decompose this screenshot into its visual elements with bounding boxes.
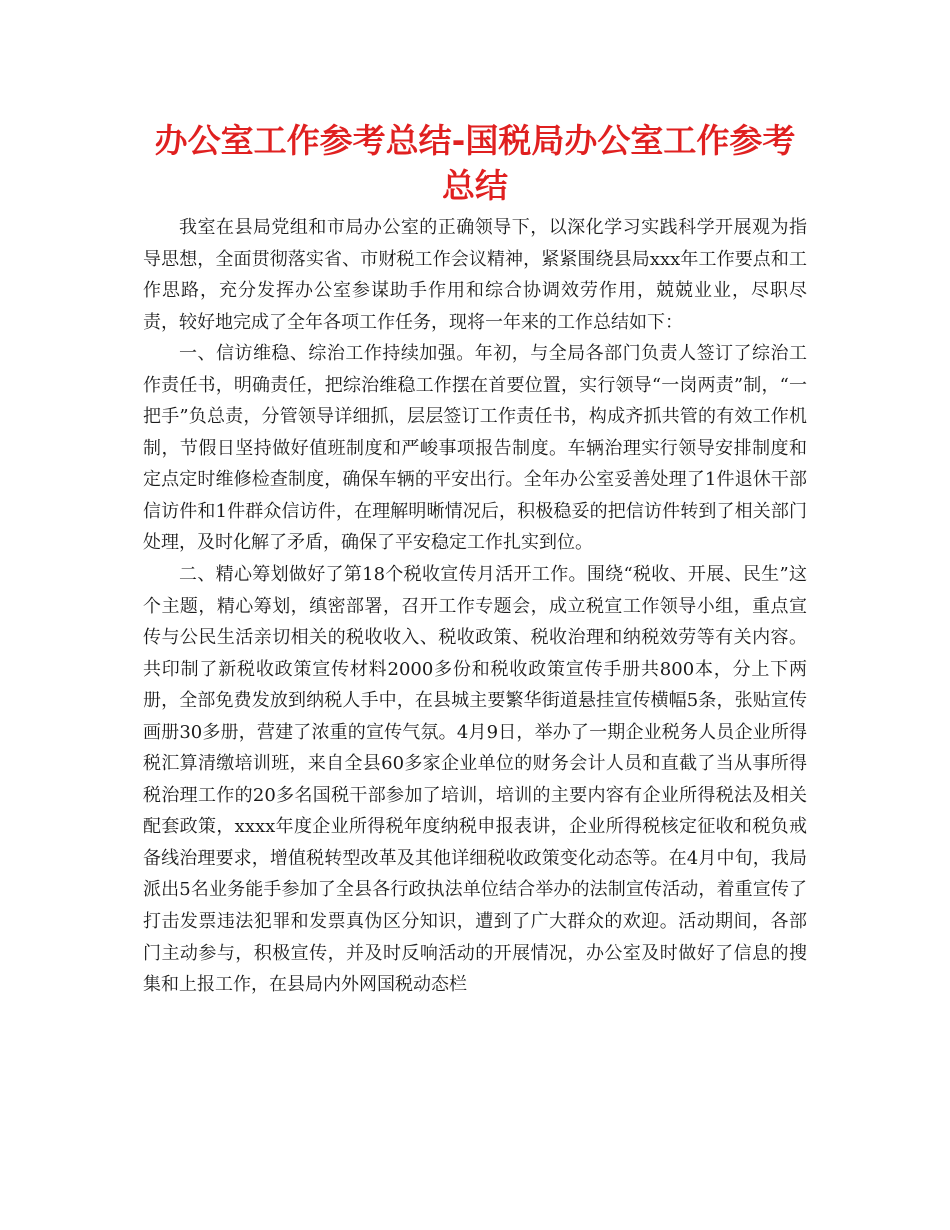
document-body: [143, 212, 807, 1001]
paragraph-section-2: 二、精心筹划做好了第18个税收宣传月活开工作。围绕“税收、开展、民生”这个主题，精心筹划，缜密部署，召开工作专题会，成立税宣工作领导小组，重点宣传与公民生活亲切相关的税收收入、税收政策、税收治理和纳税效劳等有关内容。共印制了新税收政策宣传材料2000多份和税收政策宣传手册共800本，分上下两册，全部免费发放到纳税人手中，在县城主要繁华街道悬挂宣传横幅5条，张贴宣传画册30多册，营建了浓重的宣传气氛。4月9日，举办了一期企业税务人员企业所得税汇算清缴培训班，来自全县60多家企业单位的财务会计人员和直截了当从事所得税治理工作的20多名国税干部参加了培训，培训的主要内容有企业所得税法及相关配套政策，xxxx年度企业所得税年度纳税申报表讲，企业所得税核定征收和税负戒备线治理要求，增值税转型改革及其他详细税收政策变化动态等。在4月中旬，我局派出5名业务能手参加了全县各行政执法单位结合举办的法制宣传活动，着重宣传了打击发票违法犯罪和发票真伪区分知识，遭到了广大群众的欢迎。活动期间，各部门主动参与，积极宣传，并及时反响活动的开展情况，办公室及时做好了信息的搜集和上报工作，在县局内外网国税动态栏: [143, 564, 807, 996]
document-title: 办公室工作参考总结-国税局办公室工作参考总结: [154, 121, 796, 205]
paragraph-section-1: 一、信访维稳、综治工作持续加强。年初，与全局各部门负责人签订了综治工作责任书，明确责任，把综治维稳工作摆在首要位置，实行领导“一岗两责”制，“一把手”负总责，分管领导详细抓，层层签订工作责任书，构成齐抓共管的有效工作机制，节假日坚持做好值班制度和严峻事项报告制度。车辆治理实行领导安排制度和定点定时维修检查制度，确保车辆的平安出行。全年办公室妥善处理了1件退休干部信访件和1件群众信访件，在理解明晰情况后，积极稳妥的把信访件转到了相关部门处理，及时化解了矛盾，确保了平安稳定工作扎实到位。: [143, 343, 807, 554]
paragraph-intro: 我室在县局党组和市局办公室的正确领导下，以深化学习实践科学开展观为指导思想，全面贯彻落实省、市财税工作会议精神，紧紧围绕县局xxx年工作要点和工作思路，充分发挥办公室参谋助手作用和综合协调效劳作用，兢兢业业，尽职尽责，较好地完成了全年各项工作任务，现将一年来的工作总结如下：: [143, 217, 807, 333]
